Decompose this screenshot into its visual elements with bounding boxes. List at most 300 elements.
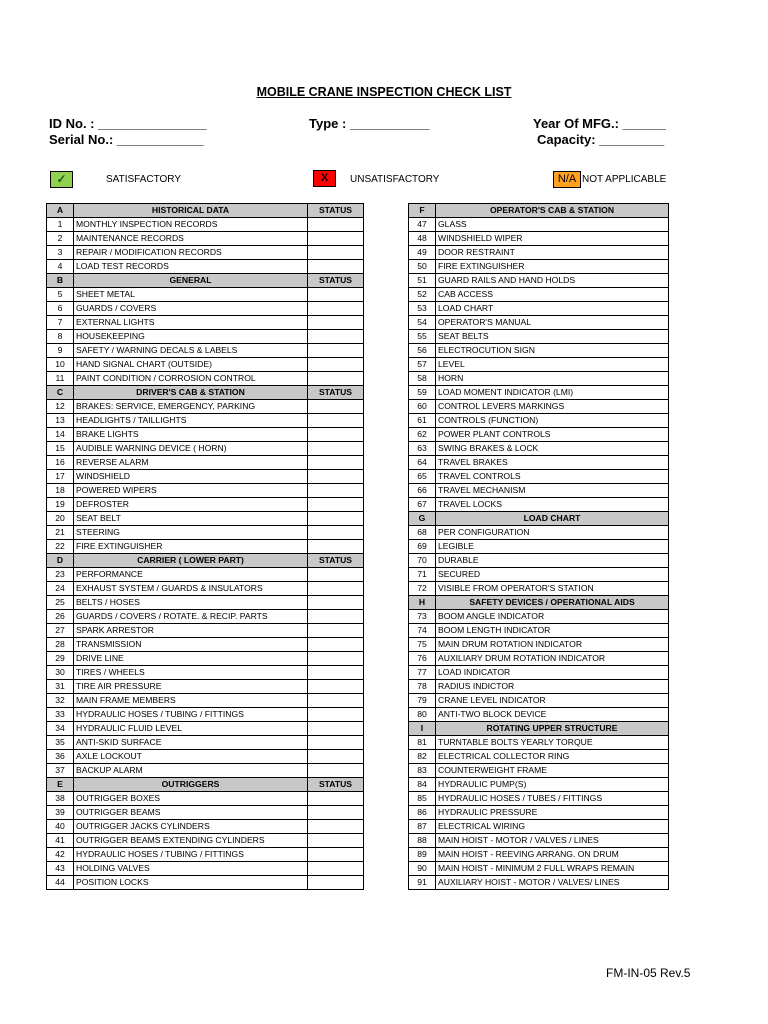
item-description: BRAKE LIGHTS [74,428,308,442]
checklist-row [47,750,364,764]
checklist-row [409,736,669,750]
item-number: 3 [47,246,74,260]
status-cell[interactable] [308,260,364,274]
item-description: TRAVEL CONTROLS [436,470,669,484]
item-description: DURABLE [436,554,669,568]
status-cell[interactable] [308,792,364,806]
section-letter: C [47,386,74,400]
item-description: TIRE AIR PRESSURE [74,680,308,694]
section-header-row [47,274,364,288]
status-cell[interactable] [308,540,364,554]
item-description: MAIN FRAME MEMBERS [74,694,308,708]
checklist-row [409,582,669,596]
item-number: 29 [47,652,74,666]
item-description: SEAT BELTS [436,330,669,344]
item-number: 54 [409,316,436,330]
legend-unsatisfactory: UNSATISFACTORY [350,174,440,185]
page-title: MOBILE CRANE INSPECTION CHECK LIST [256,85,512,99]
item-description: AUXILIARY HOIST - MOTOR / VALVES/ LINES [436,876,669,890]
checklist-row [409,764,669,778]
status-cell[interactable] [308,806,364,820]
item-number: 19 [47,498,74,512]
item-number: 59 [409,386,436,400]
checkmark-icon: ✓ [50,171,73,188]
item-description: EXHAUST SYSTEM / GUARDS & INSULATORS [74,582,308,596]
status-cell[interactable] [308,708,364,722]
section-header-row [47,204,364,218]
status-cell[interactable] [308,764,364,778]
checklist-row [47,456,364,470]
item-number: 32 [47,694,74,708]
status-cell[interactable] [308,736,364,750]
status-cell[interactable] [308,596,364,610]
item-description: MAIN HOIST - MINIMUM 2 FULL WRAPS REMAIN [436,862,669,876]
checklist-row [409,358,669,372]
item-number: 37 [47,764,74,778]
item-number: 40 [47,820,74,834]
checklist-row [409,554,669,568]
checklist-row [47,834,364,848]
checklist-row [47,876,364,890]
item-number: 58 [409,372,436,386]
id-no-field: ID No. : _______________ [49,116,207,131]
item-number: 38 [47,792,74,806]
section-title: LOAD CHART [436,512,669,526]
status-cell[interactable] [308,232,364,246]
item-description: LOAD INDICATOR [436,666,669,680]
item-number: 60 [409,400,436,414]
item-number: 49 [409,246,436,260]
status-cell[interactable] [308,470,364,484]
item-description: GUARDS / COVERS / ROTATE. & RECIP. PARTS [74,610,308,624]
status-cell[interactable] [308,820,364,834]
item-number: 20 [47,512,74,526]
checklist-row [409,470,669,484]
legend-not-applicable: NOT APPLICABLE [582,174,667,185]
checklist-row [409,568,669,582]
checklist-row [409,820,669,834]
status-cell[interactable] [308,694,364,708]
item-description: MONTHLY INSPECTION RECORDS [74,218,308,232]
status-cell[interactable] [308,414,364,428]
checklist-row [47,624,364,638]
type-field: Type : ___________ [309,116,430,131]
item-number: 50 [409,260,436,274]
section-letter: H [409,596,436,610]
item-number: 67 [409,498,436,512]
item-description: OUTRIGGER BOXES [74,792,308,806]
checklist-row [47,218,364,232]
checklist-row [47,610,364,624]
item-number: 77 [409,666,436,680]
item-number: 18 [47,484,74,498]
item-description: OUTRIGGER BEAMS EXTENDING CYLINDERS [74,834,308,848]
checklist-row [409,834,669,848]
item-description: LOAD MOMENT INDICATOR (LMI) [436,386,669,400]
section-letter: I [409,722,436,736]
status-cell[interactable] [308,302,364,316]
status-cell[interactable] [308,568,364,582]
item-number: 47 [409,218,436,232]
checklist-row [47,316,364,330]
status-cell[interactable] [308,862,364,876]
item-number: 41 [47,834,74,848]
item-number: 26 [47,610,74,624]
item-number: 34 [47,722,74,736]
item-description: RADIUS INDICTOR [436,680,669,694]
item-number: 82 [409,750,436,764]
item-number: 86 [409,806,436,820]
item-description: HYDRAULIC PRESSURE [436,806,669,820]
checklist-row [409,694,669,708]
na-badge: N/A [553,171,581,188]
checklist-row [409,862,669,876]
item-description: HYDRAULIC PUMP(S) [436,778,669,792]
item-description: ELECTROCUTION SIGN [436,344,669,358]
section-header-row [409,722,669,736]
item-description: LOAD CHART [436,302,669,316]
item-description: TURNTABLE BOLTS YEARLY TORQUE [436,736,669,750]
item-description: EXTERNAL LIGHTS [74,316,308,330]
capacity-field: Capacity: _________ [537,132,665,147]
checklist-row [409,302,669,316]
item-number: 85 [409,792,436,806]
item-description: ELECTRICAL WIRING [436,820,669,834]
item-number: 22 [47,540,74,554]
item-description: LEGIBLE [436,540,669,554]
section-title: SAFETY DEVICES / OPERATIONAL AIDS [436,596,669,610]
item-number: 81 [409,736,436,750]
item-number: 55 [409,330,436,344]
item-number: 53 [409,302,436,316]
item-number: 57 [409,358,436,372]
item-number: 8 [47,330,74,344]
item-number: 71 [409,568,436,582]
item-number: 52 [409,288,436,302]
checklist-row [47,652,364,666]
checklist-row [47,764,364,778]
checklist-row [47,792,364,806]
item-number: 11 [47,372,74,386]
item-description: SAFETY / WARNING DECALS & LABELS [74,344,308,358]
item-number: 74 [409,624,436,638]
item-description: LEVEL [436,358,669,372]
checklist-row [409,610,669,624]
item-description: CONTROL LEVERS MARKINGS [436,400,669,414]
legend-satisfactory: SATISFACTORY [106,174,182,185]
section-header-row [409,204,669,218]
checklist-row [409,400,669,414]
checklist-row [47,400,364,414]
item-number: 21 [47,526,74,540]
checklist-row [47,372,364,386]
checklist-row [47,232,364,246]
item-number: 28 [47,638,74,652]
status-cell[interactable] [308,582,364,596]
item-description: SHEET METAL [74,288,308,302]
status-cell[interactable] [308,526,364,540]
checklist-row [409,526,669,540]
checklist-row [47,862,364,876]
item-number: 43 [47,862,74,876]
checklist-row [409,792,669,806]
item-description: HYDRAULIC FLUID LEVEL [74,722,308,736]
checklist-row [409,344,669,358]
item-number: 56 [409,344,436,358]
item-number: 91 [409,876,436,890]
checklist-row [409,624,669,638]
item-description: CONTROLS (FUNCTION) [436,414,669,428]
item-description: TRAVEL LOCKS [436,498,669,512]
status-cell[interactable] [308,750,364,764]
checklist-row [409,288,669,302]
item-description: FIRE EXTINGUISHER [74,540,308,554]
item-number: 33 [47,708,74,722]
checklist-row [409,652,669,666]
item-number: 66 [409,484,436,498]
checklist-row [409,260,669,274]
checklist-row [47,568,364,582]
item-description: WINDSHIELD [74,470,308,484]
checklist-row [47,484,364,498]
item-number: 48 [409,232,436,246]
status-cell[interactable] [308,484,364,498]
item-description: SECURED [436,568,669,582]
section-title: CARRIER ( LOWER PART) [74,554,308,568]
status-cell[interactable] [308,610,364,624]
checklist-row [409,330,669,344]
status-header: STATUS [308,204,364,218]
item-number: 90 [409,862,436,876]
item-description: HEADLIGHTS / TAILLIGHTS [74,414,308,428]
item-description: CAB ACCESS [436,288,669,302]
checklist-row [47,582,364,596]
item-description: DRIVE LINE [74,652,308,666]
status-cell[interactable] [308,218,364,232]
status-cell[interactable] [308,330,364,344]
item-description: POWERED WIPERS [74,484,308,498]
item-description: REPAIR / MODIFICATION RECORDS [74,246,308,260]
checklist-row [47,246,364,260]
section-title: OPERATOR'S CAB & STATION [436,204,669,218]
status-cell[interactable] [308,680,364,694]
item-description: MAINTENANCE RECORDS [74,232,308,246]
item-number: 7 [47,316,74,330]
checklist-row [47,428,364,442]
item-description: HORN [436,372,669,386]
item-description: BRAKES: SERVICE, EMERGENCY, PARKING [74,400,308,414]
item-number: 27 [47,624,74,638]
item-description: HYDRAULIC HOSES / TUBING / FITTINGS [74,708,308,722]
status-cell[interactable] [308,400,364,414]
status-cell[interactable] [308,512,364,526]
status-cell[interactable] [308,722,364,736]
checklist-row [47,680,364,694]
section-letter: G [409,512,436,526]
checklist-row [409,274,669,288]
x-mark-icon: X [313,170,336,187]
status-header: STATUS [308,554,364,568]
item-number: 10 [47,358,74,372]
status-header: STATUS [308,778,364,792]
item-description: DOOR RESTRAINT [436,246,669,260]
section-title: DRIVER'S CAB & STATION [74,386,308,400]
item-description: WINDSHIELD WIPER [436,232,669,246]
section-header-row [47,386,364,400]
checklist-row [409,680,669,694]
section-letter: F [409,204,436,218]
section-letter: D [47,554,74,568]
item-description: HYDRAULIC HOSES / TUBING / FITTINGS [74,848,308,862]
item-description: BACKUP ALARM [74,764,308,778]
checklist-row [409,316,669,330]
section-header-row [47,778,364,792]
item-number: 78 [409,680,436,694]
checklist-row [47,848,364,862]
status-header: STATUS [308,386,364,400]
item-description: GUARD RAILS AND HAND HOLDS [436,274,669,288]
checklist-row [47,358,364,372]
status-cell[interactable] [308,428,364,442]
status-cell[interactable] [308,316,364,330]
item-number: 25 [47,596,74,610]
item-description: OUTRIGGER BEAMS [74,806,308,820]
item-description: AUDIBLE WARNING DEVICE ( HORN) [74,442,308,456]
item-number: 83 [409,764,436,778]
checklist-row [47,638,364,652]
form-number: FM-IN-05 Rev.5 [606,966,691,980]
checklist-row [409,708,669,722]
checklist-row [409,246,669,260]
item-description: TRAVEL BRAKES [436,456,669,470]
item-description: GUARDS / COVERS [74,302,308,316]
year-mfg-field: Year Of MFG.: ______ [533,116,666,131]
checklist-row [409,498,669,512]
item-description: REVERSE ALARM [74,456,308,470]
checklist-row [409,218,669,232]
checklist-row [47,596,364,610]
checklist-row [409,428,669,442]
item-number: 80 [409,708,436,722]
item-number: 65 [409,470,436,484]
item-number: 6 [47,302,74,316]
status-cell[interactable] [308,358,364,372]
status-cell[interactable] [308,834,364,848]
status-cell[interactable] [308,442,364,456]
item-description: PERFORMANCE [74,568,308,582]
item-description: SPARK ARRESTOR [74,624,308,638]
status-cell[interactable] [308,848,364,862]
item-description: AUXILIARY DRUM ROTATION INDICATOR [436,652,669,666]
item-description: SEAT BELT [74,512,308,526]
checklist-row [47,302,364,316]
checklist-row [47,260,364,274]
item-number: 36 [47,750,74,764]
item-description: MAIN HOIST - REEVING ARRANG. ON DRUM [436,848,669,862]
item-number: 62 [409,428,436,442]
checklist-row [409,372,669,386]
item-number: 76 [409,652,436,666]
status-cell[interactable] [308,652,364,666]
section-title: ROTATING UPPER STRUCTURE [436,722,669,736]
checklist-table-right [408,203,669,890]
status-cell[interactable] [308,288,364,302]
item-number: 42 [47,848,74,862]
item-description: ANTI-SKID SURFACE [74,736,308,750]
item-description: FIRE EXTINGUISHER [436,260,669,274]
checklist-row [47,820,364,834]
status-cell[interactable] [308,498,364,512]
item-number: 13 [47,414,74,428]
item-number: 72 [409,582,436,596]
checklist-row [47,540,364,554]
section-letter: B [47,274,74,288]
section-header-row [409,512,669,526]
item-description: MAIN DRUM ROTATION INDICATOR [436,638,669,652]
checklist-table-left [46,203,364,890]
status-cell[interactable] [308,666,364,680]
checklist-row [47,666,364,680]
item-description: HOUSEKEEPING [74,330,308,344]
status-cell[interactable] [308,372,364,386]
section-letter: E [47,778,74,792]
item-description: AXLE LOCKOUT [74,750,308,764]
item-number: 44 [47,876,74,890]
checklist-row [47,498,364,512]
item-number: 9 [47,344,74,358]
status-cell[interactable] [308,456,364,470]
item-number: 4 [47,260,74,274]
checklist-row [409,232,669,246]
item-description: HAND SIGNAL CHART (OUTSIDE) [74,358,308,372]
item-description: STEERING [74,526,308,540]
item-description: BELTS / HOSES [74,596,308,610]
status-cell[interactable] [308,624,364,638]
status-cell[interactable] [308,638,364,652]
item-description: TRAVEL MECHANISM [436,484,669,498]
item-number: 2 [47,232,74,246]
checklist-row [409,848,669,862]
checklist-row [409,484,669,498]
section-letter: A [47,204,74,218]
item-description: PAINT CONDITION / CORROSION CONTROL [74,372,308,386]
item-number: 69 [409,540,436,554]
item-description: VISIBLE FROM OPERATOR'S STATION [436,582,669,596]
item-number: 15 [47,442,74,456]
checklist-row [409,778,669,792]
item-number: 73 [409,610,436,624]
item-number: 30 [47,666,74,680]
item-number: 75 [409,638,436,652]
checklist-row [47,722,364,736]
item-number: 64 [409,456,436,470]
serial-no-field: Serial No.: ____________ [49,132,204,147]
item-number: 23 [47,568,74,582]
status-cell[interactable] [308,344,364,358]
checklist-row [47,442,364,456]
section-header-row [47,554,364,568]
item-description: LOAD TEST RECORDS [74,260,308,274]
checklist-row [409,386,669,400]
checklist-row [47,288,364,302]
item-description: POWER PLANT CONTROLS [436,428,669,442]
status-header: STATUS [308,274,364,288]
status-cell[interactable] [308,876,364,890]
item-description: DEFROSTER [74,498,308,512]
item-number: 61 [409,414,436,428]
status-cell[interactable] [308,246,364,260]
item-number: 39 [47,806,74,820]
